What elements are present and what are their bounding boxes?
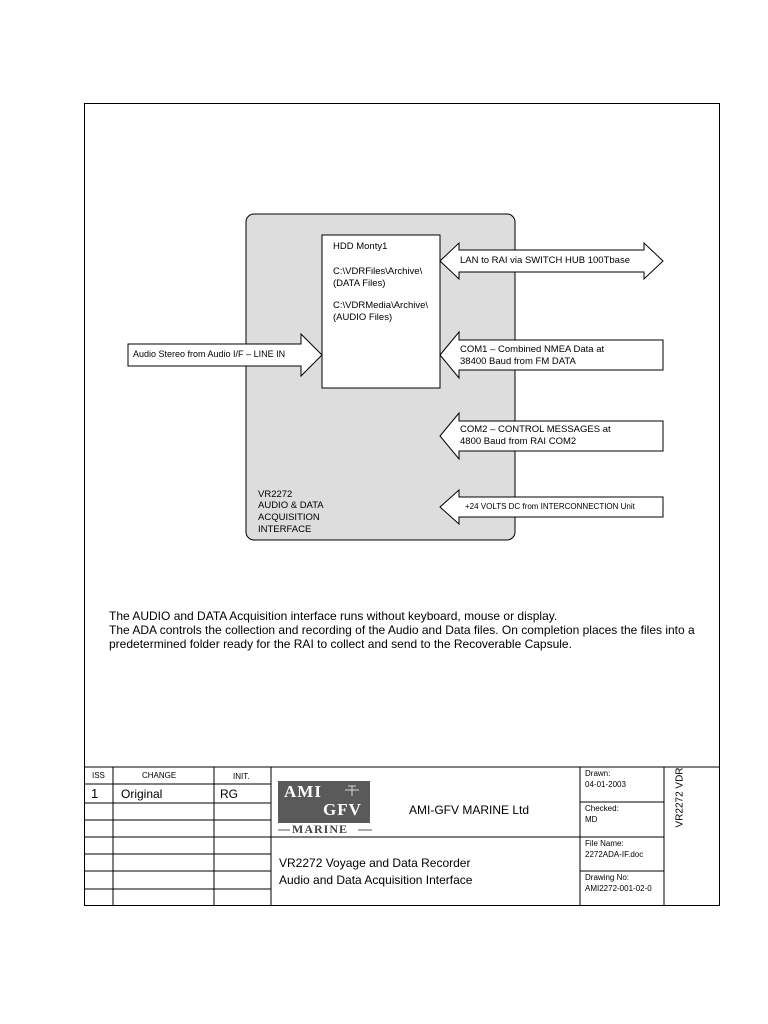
audio-files-label: (AUDIO Files)	[333, 312, 393, 323]
unit-label-line2: AUDIO & DATA	[258, 500, 324, 511]
header-change: CHANGE	[142, 771, 177, 780]
drawing-number-label: Drawing No:	[585, 873, 630, 882]
drawing-number-value: AMI2272-001-02-0	[585, 884, 652, 893]
com2-label-line1: COM2 – CONTROL MESSAGES at	[460, 424, 611, 435]
checked-label: Checked:	[585, 804, 619, 813]
unit-label-model: VR2272	[258, 489, 293, 500]
file-name-value: 2272ADA-IF.doc	[585, 850, 644, 859]
logo-text-top: AMI	[284, 782, 322, 801]
company-name: AMI-GFV MARINE Ltd	[409, 803, 530, 817]
drawing-title-line1: VR2272 Voyage and Data Recorder	[279, 856, 471, 870]
checked-value: MD	[585, 815, 598, 824]
side-label: VR2272 VDR	[674, 767, 686, 828]
audio-in-label: Audio Stereo from Audio I/F – LINE IN	[133, 349, 286, 359]
drawn-label: Drawn:	[585, 769, 611, 778]
unit-label-line3: ACQUISITION	[258, 512, 320, 523]
com1-label-line2: 38400 Baud from FM DATA	[460, 356, 576, 367]
logo-text-bottom: MARINE	[292, 822, 348, 836]
power-label: +24 VOLTS DC from INTERCONNECTION Unit	[465, 502, 635, 511]
header-iss: ISS	[92, 771, 105, 780]
revision-init: RG	[220, 787, 238, 801]
drawn-value: 04-01-2003	[585, 780, 626, 789]
description-line2: The ADA controls the collection and recording of the Audio and Data files. On completion places the files into a predetermined folder ready for the RAI to collect and send to the Recoverable Capsule.	[109, 623, 695, 651]
hdd-title: HDD Monty1	[333, 241, 388, 252]
revision-iss: 1	[91, 786, 99, 801]
data-files-label: (DATA Files)	[333, 278, 386, 289]
com2-label-line2: 4800 Baud from RAI COM2	[460, 436, 577, 447]
data-files-path: C:\VDRFiles\Archive\	[333, 266, 423, 277]
description-line1: The AUDIO and DATA Acquisition interface runs without keyboard, mouse or display.	[109, 609, 558, 623]
header-init: INIT.	[233, 772, 250, 781]
audio-files-path: C:\VDRMedia\Archive\	[333, 300, 429, 311]
file-name-label: File Name:	[585, 839, 624, 848]
revision-change: Original	[121, 787, 163, 801]
lan-label: LAN to RAI via SWITCH HUB 100Tbase	[460, 255, 630, 266]
logo-text-middle: GFV	[323, 800, 362, 819]
com1-label-line1: COM1 – Combined NMEA Data at	[460, 344, 605, 355]
unit-label-line4: INTERFACE	[258, 524, 312, 535]
drawing-title-line2: Audio and Data Acquisition Interface	[279, 873, 473, 887]
